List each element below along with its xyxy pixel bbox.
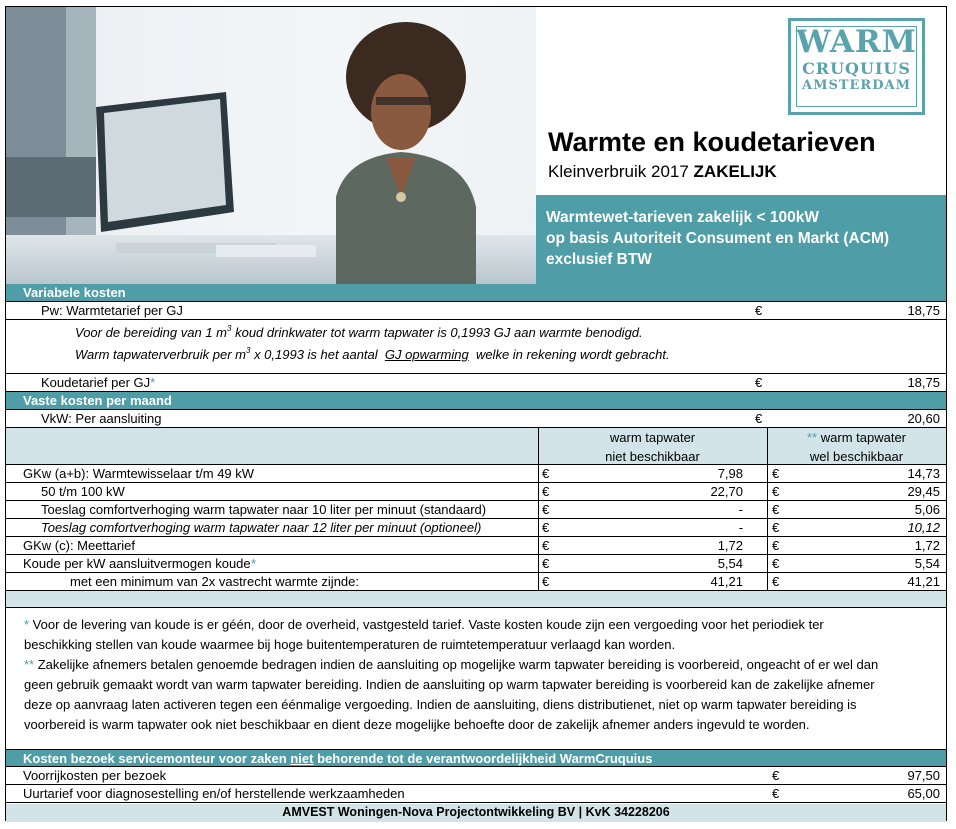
banner-line-1: Warmtewet-tarieven zakelijk < 100kW [546, 209, 819, 226]
note-tapwater [75, 346, 670, 362]
note2-sup: 3 [245, 346, 251, 355]
footnotes [24, 615, 944, 735]
currency: € [542, 574, 550, 589]
value-wel-beschikbaar: 10,12 [907, 520, 940, 535]
value-niet-beschikbaar: 41,21 [710, 574, 743, 589]
footnote-text: Voor de levering van koude is er géén, door de overheid, vastgesteld tarief. Vaste kosten koude zijn een vergoeding voor het periodiek ter [29, 617, 824, 632]
value-wel-beschikbaar: 41,21 [907, 574, 940, 589]
value-niet-beschikbaar: 7,98 [717, 466, 743, 481]
service-heading-b: behorende tot de verantwoordelijkheid WarmCruquius [317, 751, 653, 766]
page-title: Warmte en koudetarieven [548, 127, 876, 157]
currency: € [772, 786, 780, 801]
currency: € [772, 502, 780, 517]
note1-sup: 3 [227, 324, 232, 333]
col1-line1: warm tapwater [609, 430, 696, 445]
header-photo [6, 7, 536, 284]
column-divider [767, 573, 768, 590]
value-wel-beschikbaar: 5,06 [914, 502, 940, 517]
column-divider [538, 519, 539, 536]
row-label: GKw (c): Meettarief [23, 538, 135, 553]
row-label: GKw (a+b): Warmtewisselaar t/m 49 kW [23, 466, 255, 481]
row-label: Koude per kW aansluitvermogen koude [23, 556, 251, 571]
col-niet-beschikbaar [538, 428, 767, 466]
value-niet-beschikbaar: 22,70 [710, 484, 743, 499]
service-heading-underlined: niet [290, 751, 314, 766]
footnote-1-line-1 [24, 615, 944, 635]
footnote-star: ** [24, 657, 35, 672]
gj-opwarming-term: GJ opwarming [384, 347, 469, 362]
logo-line-cruquius: CRUQUIUS [802, 59, 911, 78]
service-label: Uurtarief voor diagnosestelling en/of herstellende werkzaamheden [23, 786, 405, 801]
section-vaste-kosten [6, 392, 946, 410]
currency: € [772, 574, 780, 589]
pw-row [6, 302, 946, 320]
section-servicemonteur [6, 749, 946, 767]
footnote-text: Zakelijke afnemers betalen genoemde bedragen indien de aansluiting op mogelijke warm tapwater bereiding is voorbereid, ongeacht of er wel dan [34, 657, 879, 672]
currency: € [772, 768, 780, 783]
currency: € [542, 484, 550, 499]
row-label: met een minimum van 2x vastrecht warmte zijnde: [70, 574, 359, 589]
table-row [6, 483, 946, 501]
currency: € [542, 520, 550, 535]
currency: € [772, 556, 780, 571]
column-header-row [6, 428, 946, 465]
pw-label: Pw: Warmtetarief per GJ [41, 303, 183, 318]
value-niet-beschikbaar: - [738, 502, 743, 517]
currency: € [542, 466, 550, 481]
logo-line-warm: WARM [796, 24, 917, 60]
footnote-2-line-3: deze op aanvraag laten activeren tegen een éénmalige vergoeding. Indien de aansluiting, diens distributienet, niet op warm tapwater bereiding is [24, 697, 857, 712]
currency: € [755, 411, 763, 426]
column-divider [538, 555, 539, 572]
row-label: 50 t/m 100 kW [41, 484, 125, 499]
service-label: Voorrijkosten per bezoek [23, 768, 167, 783]
currency: € [755, 375, 763, 390]
logo-line-amsterdam: AMSTERDAM [801, 78, 911, 93]
service-row-voorrijkosten [6, 767, 946, 785]
koude-label-text: Koudetarief per GJ [41, 375, 151, 390]
row-footnote-star: * [251, 556, 257, 571]
currency: € [772, 484, 780, 499]
currency: € [542, 538, 550, 553]
row-label: Toeslag comfortverhoging warm tapwater naar 10 liter per minuut (standaard) [41, 502, 487, 517]
koude-footnote-star: * [150, 375, 156, 390]
service-heading-a: Kosten bezoek servicemonteur voor zaken [23, 751, 287, 766]
service-row-uurtarief [6, 785, 946, 803]
footnote-2-line-4: voorbereid is warm tapwater ook niet beschikbaar en dient deze mogelijke behoefte door de zakelijk afnemer anders ingevuld te worden. [24, 717, 810, 732]
warmcruquius-logo [788, 18, 925, 115]
service-value: 97,50 [907, 768, 940, 783]
table-row [6, 465, 946, 483]
vkw-label: VkW: Per aansluiting [41, 411, 162, 426]
section-heading: Variabele kosten [23, 285, 126, 300]
column-divider [767, 537, 768, 554]
footnote-1-line-2: beschikking stellen van koude waarmee bij hoge buitentemperaturen de ruimtetemperatuur verlaagd kan worden. [24, 637, 676, 652]
spacer-band [6, 591, 946, 608]
note2-text-a: Warm tapwaterverbruik per m [75, 347, 246, 362]
column-divider [538, 501, 539, 518]
value-wel-beschikbaar: 5,54 [914, 556, 940, 571]
note1-text-a: Voor de bereiding van 1 m [75, 325, 228, 340]
col2-line1-text: warm tapwater [820, 430, 906, 445]
row-label: Toeslag comfortverhoging warm tapwater naar 12 liter per minuut (optioneel) [41, 520, 482, 535]
note2-text-b: x 0,1993 is het aantal [254, 347, 378, 362]
koude-value: 18,75 [907, 375, 940, 390]
banner-line-2: op basis Autoriteit Consument en Markt (ACM) [546, 230, 890, 247]
service-value: 65,00 [907, 786, 940, 801]
subtitle-bold: ZAKELIJK [693, 162, 777, 181]
table-row [6, 537, 946, 555]
value-niet-beschikbaar: 5,54 [717, 556, 743, 571]
currency: € [755, 303, 763, 318]
currency: € [772, 520, 780, 535]
table-row [6, 519, 946, 537]
footnote-2-line-2: geen gebruik gemaakt wordt van warm tapwater bereiding. Indien de aansluiting op warm tapwater bereiding is voorbereid kan de zakelijke afnemer [24, 677, 875, 692]
table-row [6, 555, 946, 573]
section-variabele-kosten [6, 284, 946, 302]
banner-line-3: exclusief BTW [546, 251, 652, 268]
note2-text-c: welke in rekening wordt gebracht. [475, 347, 670, 362]
value-niet-beschikbaar: - [738, 520, 743, 535]
value-wel-beschikbaar: 1,72 [914, 538, 940, 553]
column-divider [538, 537, 539, 554]
column-divider [767, 519, 768, 536]
note-drinkwater [75, 324, 643, 340]
pw-value: 18,75 [907, 303, 940, 318]
koude-label [41, 374, 155, 391]
value-wel-beschikbaar: 29,45 [907, 484, 940, 499]
logo-inner-border [796, 26, 917, 107]
value-wel-beschikbaar: 14,73 [907, 466, 940, 481]
note1-text-b: koud drinkwater tot warm tapwater is 0,1993 GJ aan warmte benodigd. [235, 325, 643, 340]
vkw-row [6, 410, 946, 428]
koude-row [6, 373, 946, 392]
column-divider [767, 555, 768, 572]
section-heading: Vaste kosten per maand [23, 393, 172, 408]
page-subtitle [548, 162, 777, 182]
col2-footnote-star: ** [807, 430, 818, 445]
column-divider [538, 573, 539, 590]
col1-line2: niet beschikbaar [605, 449, 700, 464]
subtitle-prefix: Kleinverbruik 2017 [548, 162, 689, 181]
vkw-value: 20,60 [907, 411, 940, 426]
currency: € [542, 502, 550, 517]
value-niet-beschikbaar: 1,72 [717, 538, 743, 553]
tariff-banner [536, 195, 946, 284]
footnote-2-line-1 [24, 655, 944, 675]
col-wel-beschikbaar [767, 428, 946, 466]
column-divider [767, 465, 768, 482]
currency: € [772, 538, 780, 553]
column-divider [538, 483, 539, 500]
col2-line1 [767, 428, 946, 447]
column-divider [767, 501, 768, 518]
table-row [6, 501, 946, 519]
col2-line2: wel beschikbaar [809, 449, 904, 464]
company-footer: AMVEST Woningen-Nova Projectontwikkeling BV | KvK 34228206 [6, 804, 946, 822]
currency: € [542, 556, 550, 571]
table-row [6, 573, 946, 591]
footnote-star: * [24, 617, 30, 632]
currency: € [772, 466, 780, 481]
column-divider [538, 465, 539, 482]
column-divider [767, 483, 768, 500]
